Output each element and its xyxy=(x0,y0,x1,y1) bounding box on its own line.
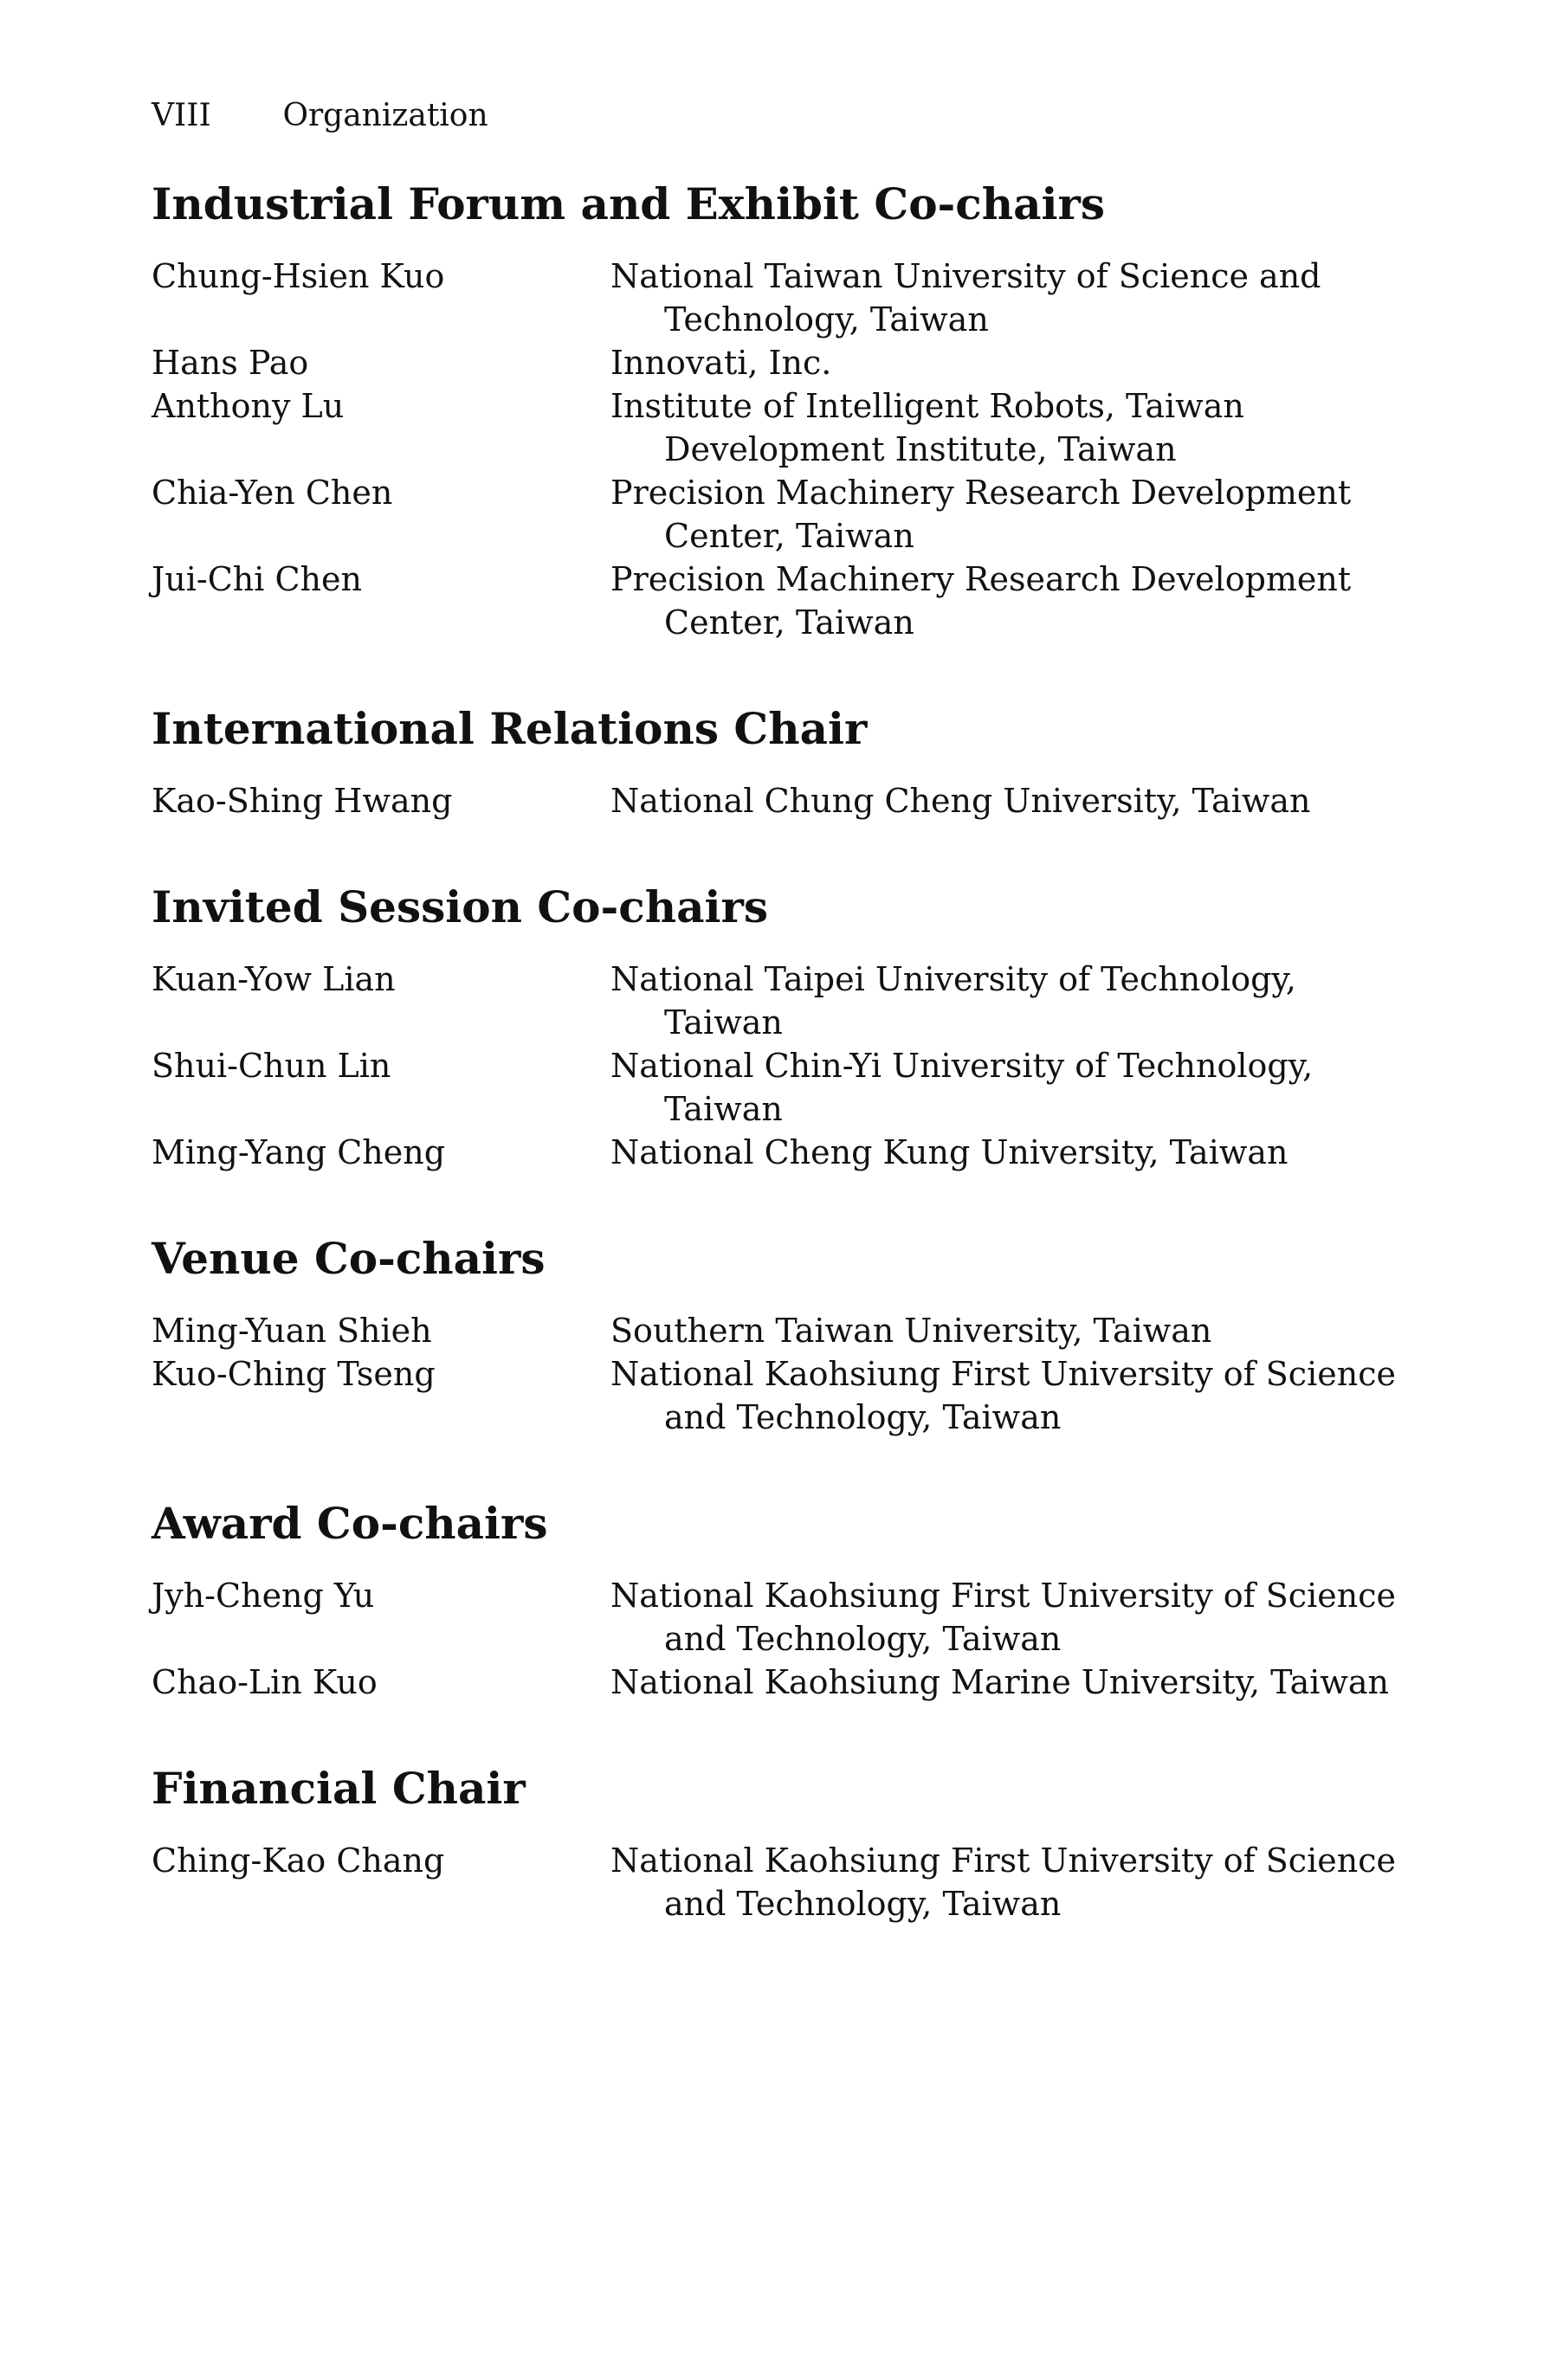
list-item xyxy=(152,1661,1398,1704)
section-title: Venue Co-chairs xyxy=(152,1233,546,1284)
page-number: VIII xyxy=(152,98,211,133)
section-financial xyxy=(152,1761,1398,1925)
list-item xyxy=(152,779,1398,822)
section-award xyxy=(152,1496,1398,1704)
section-invited-session xyxy=(152,880,1398,1174)
list-item xyxy=(152,1044,1398,1131)
section-title: Industrial Forum and Exhibit Co-chairs xyxy=(152,178,1105,229)
member-affiliation: National Kaohsiung First University of Science and Technology, Taiwan xyxy=(610,1355,1396,1436)
member-affiliation: National Kaohsiung First University of Science and Technology, Taiwan xyxy=(610,1841,1396,1923)
list-item xyxy=(152,1309,1398,1352)
list-item xyxy=(152,471,1398,558)
member-name: Jui-Chi Chen xyxy=(152,560,362,598)
member-affiliation: National Chung Cheng University, Taiwan xyxy=(610,782,1311,820)
list-item xyxy=(152,558,1398,644)
section-title: Award Co-chairs xyxy=(152,1498,548,1549)
list-item xyxy=(152,255,1398,341)
member-name: Ching-Kao Chang xyxy=(152,1841,445,1880)
section-title: Invited Session Co-chairs xyxy=(152,881,768,932)
member-affiliation: National Kaohsiung First University of Science and Technology, Taiwan xyxy=(610,1577,1396,1658)
list-item xyxy=(152,1574,1398,1661)
list-item xyxy=(152,384,1398,471)
list-item xyxy=(152,341,1398,384)
member-affiliation: National Kaohsiung Marine University, Taiwan xyxy=(610,1663,1390,1701)
section-international-relations xyxy=(152,701,1398,822)
member-name: Kuan-Yow Lian xyxy=(152,960,396,998)
member-name: Jyh-Cheng Yu xyxy=(152,1577,375,1615)
member-name: Chia-Yen Chen xyxy=(152,474,393,512)
section-title: Financial Chair xyxy=(152,1763,526,1814)
list-item xyxy=(152,958,1398,1044)
list-item xyxy=(152,1131,1398,1174)
list-item xyxy=(152,1352,1398,1439)
member-affiliation: National Chin-Yi University of Technology, Taiwan xyxy=(610,1047,1314,1128)
member-name: Shui-Chun Lin xyxy=(152,1047,391,1085)
running-head-title: Organization xyxy=(282,98,488,133)
member-name: Chung-Hsien Kuo xyxy=(152,257,445,295)
member-name: Kuo-Ching Tseng xyxy=(152,1355,436,1393)
running-head xyxy=(152,90,1398,142)
member-name: Ming-Yuan Shieh xyxy=(152,1312,432,1350)
section-venue xyxy=(152,1231,1398,1439)
member-name: Chao-Lin Kuo xyxy=(152,1663,378,1701)
section-industrial-forum xyxy=(152,177,1398,644)
member-name: Hans Pao xyxy=(152,344,309,382)
document-page xyxy=(152,90,1398,1925)
member-name: Ming-Yang Cheng xyxy=(152,1133,446,1171)
member-affiliation: Precision Machinery Research Development Center, Taiwan xyxy=(610,474,1352,555)
section-title: International Relations Chair xyxy=(152,703,868,754)
member-affiliation: Precision Machinery Research Development Center, Taiwan xyxy=(610,560,1352,642)
member-affiliation: Southern Taiwan University, Taiwan xyxy=(610,1312,1212,1350)
member-affiliation: National Taiwan University of Science and Technology, Taiwan xyxy=(610,257,1321,339)
list-item xyxy=(152,1839,1398,1925)
member-affiliation: Innovati, Inc. xyxy=(610,344,832,382)
member-name: Kao-Shing Hwang xyxy=(152,782,453,820)
member-affiliation: National Cheng Kung University, Taiwan xyxy=(610,1133,1288,1171)
member-affiliation: Institute of Intelligent Robots, Taiwan Development Institute, Taiwan xyxy=(610,387,1244,468)
member-affiliation: National Taipei University of Technology, Taiwan xyxy=(610,960,1296,1042)
member-name: Anthony Lu xyxy=(152,387,345,425)
